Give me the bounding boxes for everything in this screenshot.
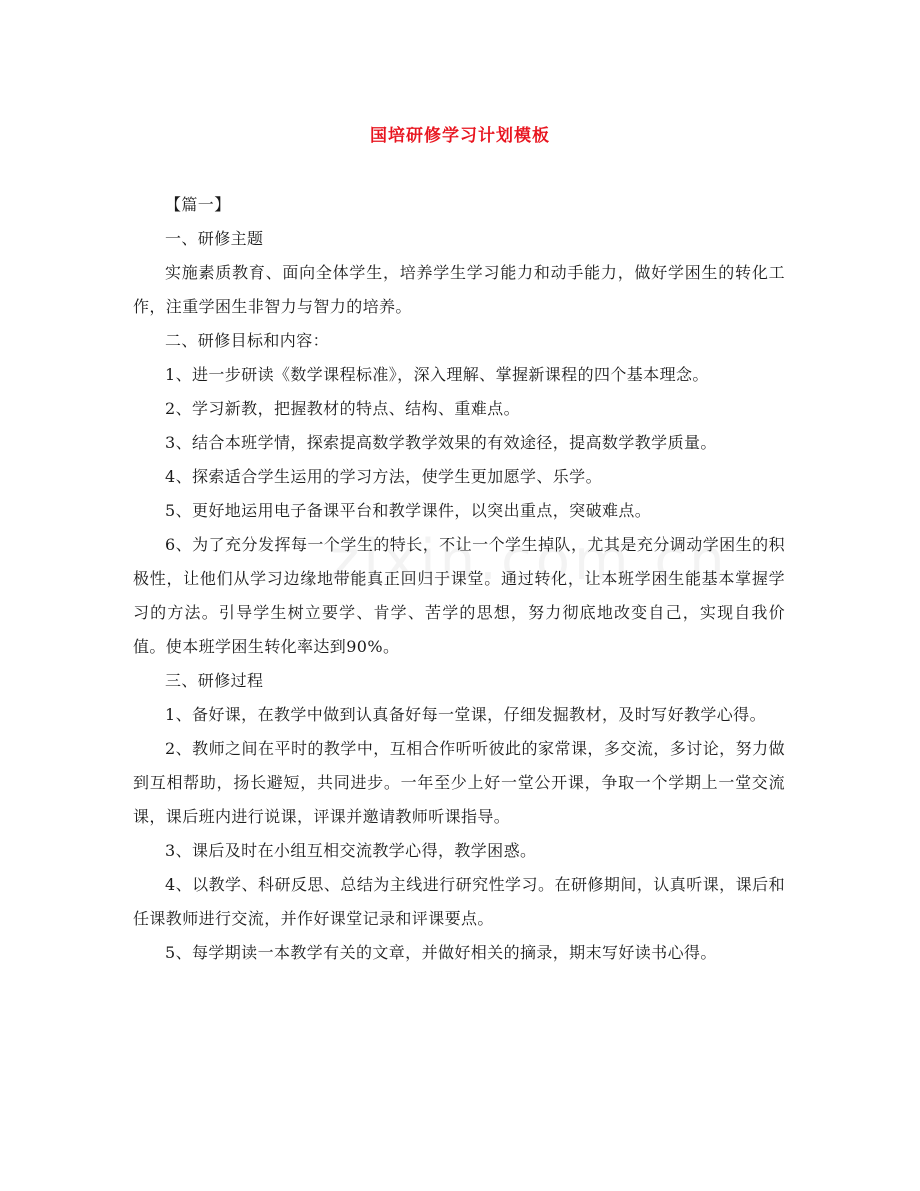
heading-goals-content: 二、研修目标和内容： <box>165 331 330 350</box>
list-item: 1、进一步研读《数学课程标准》，深入理解、掌握新课程的四个基本理念。 <box>165 365 709 384</box>
list-item: 5、每学期读一本教学有关的文章，并做好相关的摘录，期末写好读书心得。 <box>165 943 717 962</box>
list-item: 2、学习新教，把握教材的特点、结构、重难点。 <box>165 399 520 418</box>
document-title: 国培研修学习计划模板 <box>370 126 550 146</box>
list-item: 4、探索适合学生运用的学习方法，使学生更加愿学、乐学。 <box>165 467 602 486</box>
heading-research-process: 三、研修过程 <box>165 671 264 690</box>
heading-research-theme: 一、研修主题 <box>165 229 264 248</box>
list-item: 3、结合本班学情，探索提高数学教学效果的有效途径，提高数学教学质量。 <box>165 433 717 452</box>
list-item: 1、备好课，在教学中做到认真备好每一堂课，仔细发掘教材，及时写好教学心得。 <box>165 705 766 724</box>
section-label: 【篇一】 <box>165 195 231 214</box>
list-item: 6、为了充分发挥每一个学生的特长，不让一个学生掉队，尤其是充分调动学困生的积极性，让他们从学习边缘地带能真正回归于课堂。通过转化，让本班学困生能基本掌握学习的方法。引导学生树立要学、肯学、苦学的思想，努力彻底地改变自己，实现自我价值。使本班学困生转化率达到90%。 <box>133 535 785 656</box>
list-item: 3、课后及时在小组互相交流教学心得，教学困惑。 <box>165 841 537 860</box>
paragraph: 实施素质教育、面向全体学生，培养学生学习能力和动手能力，做好学困生的转化工作，注重学困生非智力与智力的培养。 <box>133 263 785 316</box>
document-body <box>133 188 785 970</box>
list-item: 4、以教学、科研反思、总结为主线进行研究性学习。在研修期间，认真听课，课后和任课教师进行交流，并作好课堂记录和评课要点。 <box>133 875 785 928</box>
list-item: 2、教师之间在平时的教学中，互相合作听听彼此的家常课，多交流，多讨论，努力做到互相帮助，扬长避短，共同进步。一年至少上好一堂公开课，争取一个学期上一堂交流课，课后班内进行说课，评课并邀请教师听课指导。 <box>133 739 785 826</box>
list-item: 5、更好地运用电子备课平台和教学课件，以突出重点，突破难点。 <box>165 501 652 520</box>
